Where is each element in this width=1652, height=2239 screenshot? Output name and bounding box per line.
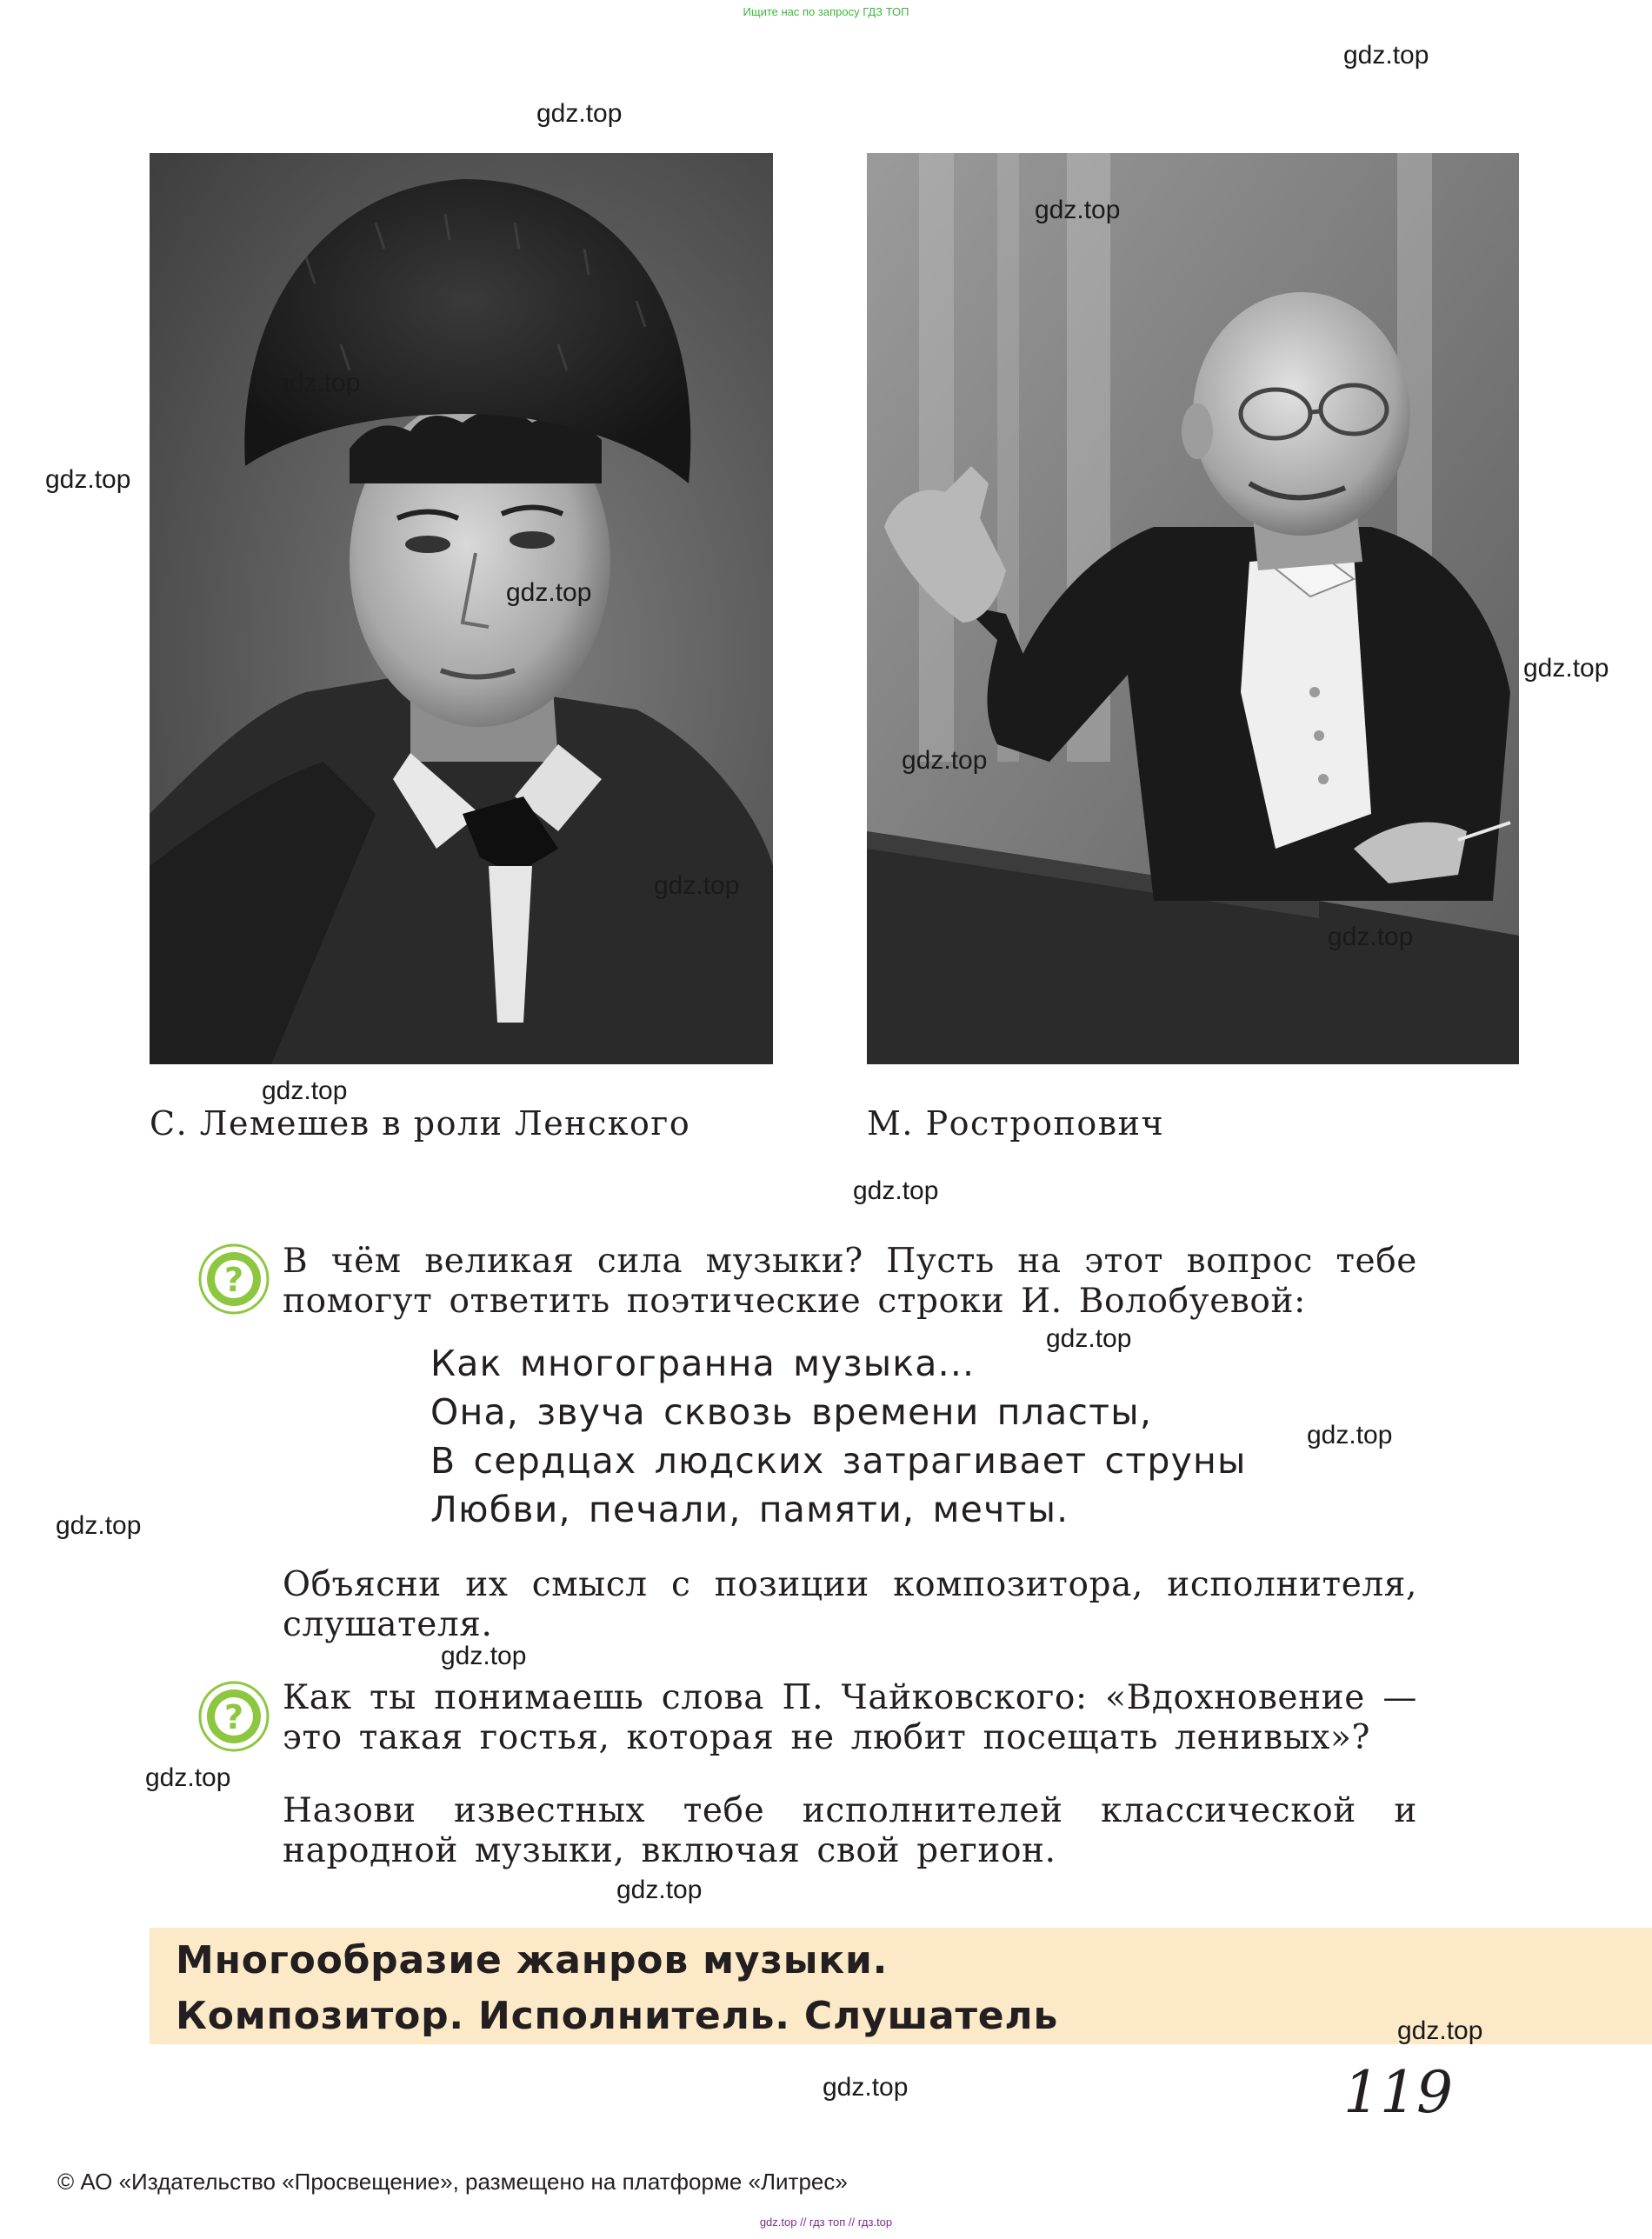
watermark: gdz.top: [616, 1876, 703, 1904]
poem-line: В сердцах людских затрагивает струны: [430, 1440, 1247, 1482]
page-number: 119: [1343, 2059, 1453, 2126]
caption-lemeshev: С. Лемешев в роли Ленского: [150, 1104, 691, 1143]
photo-lemeshev: [150, 153, 773, 1064]
watermark: gdz.top: [56, 1511, 142, 1540]
watermark: gdz.top: [145, 1763, 231, 1792]
svg-text:?: ?: [223, 1698, 244, 1736]
caption-rostropovich: М. Ростропович: [867, 1104, 1165, 1143]
watermark: gdz.top: [45, 465, 131, 494]
question-icon: [198, 1681, 270, 1752]
watermark: gdz.top: [1307, 1421, 1393, 1449]
watermark: gdz.top: [1328, 923, 1414, 951]
copyright-notice: © АО «Издательство «Просвещение», размещено на платформе «Литрес»: [57, 2169, 848, 2195]
watermark: gdz.top: [654, 871, 740, 900]
portrait-rostropovich-image: [867, 153, 1519, 1064]
watermark: gdz.top: [1523, 654, 1609, 683]
portrait-lemeshev-image: [150, 153, 773, 1064]
section-title-line1: Многообразие жанров музыки.: [176, 1938, 889, 1982]
watermark: gdz.top: [441, 1642, 527, 1670]
watermark: gdz.top: [506, 578, 592, 607]
watermark: gdz.top: [1046, 1324, 1132, 1353]
watermark: gdz.top: [1343, 41, 1429, 70]
poem-line: Как многогранна музыка...: [430, 1343, 976, 1384]
watermark: gdz.top: [823, 2073, 909, 2102]
poem: [430, 1339, 1247, 1534]
question-icon: [198, 1243, 270, 1315]
watermark: gdz.top: [1035, 196, 1121, 224]
watermark: gdz.top: [536, 99, 623, 128]
header-search-link[interactable]: Ищите нас по запросу ГДЗ ТОП: [743, 5, 909, 18]
watermark: gdz.top: [902, 746, 988, 775]
question2-text: Как ты понимаешь слова П. Чайковского: «Вдохновение — это такая гостья, которая не любит посещать ленивых»?: [283, 1678, 1417, 1757]
footer-links[interactable]: gdz.top // гдз топ // гдз.top: [759, 2216, 893, 2229]
watermark: gdz.top: [275, 369, 361, 397]
watermark: gdz.top: [262, 1076, 348, 1105]
section-title-line2: Композитор. Исполнитель. Слушатель: [176, 1994, 1059, 2038]
question1-intro: В чём великая сила музыки? Пусть на этот вопрос тебе помогут ответить поэтические строки И. Волобуевой:: [283, 1242, 1417, 1321]
svg-text:?: ?: [223, 1261, 244, 1299]
photo-rostropovich: [867, 153, 1519, 1064]
poem-line: Она, звуча сквозь времени пласты,: [430, 1391, 1153, 1433]
watermark: gdz.top: [1397, 2016, 1483, 2045]
watermark: gdz.top: [853, 1176, 939, 1205]
section-title: [176, 1933, 1058, 2044]
question1-task: Объясни их смысл с позиции композитора, исполнителя, слушателя.: [283, 1565, 1417, 1644]
poem-line: Любви, печали, памяти, мечты.: [430, 1489, 1069, 1530]
question2-task: Назови известных тебе исполнителей классической и народной музыки, включая свой регион.: [283, 1791, 1417, 1870]
